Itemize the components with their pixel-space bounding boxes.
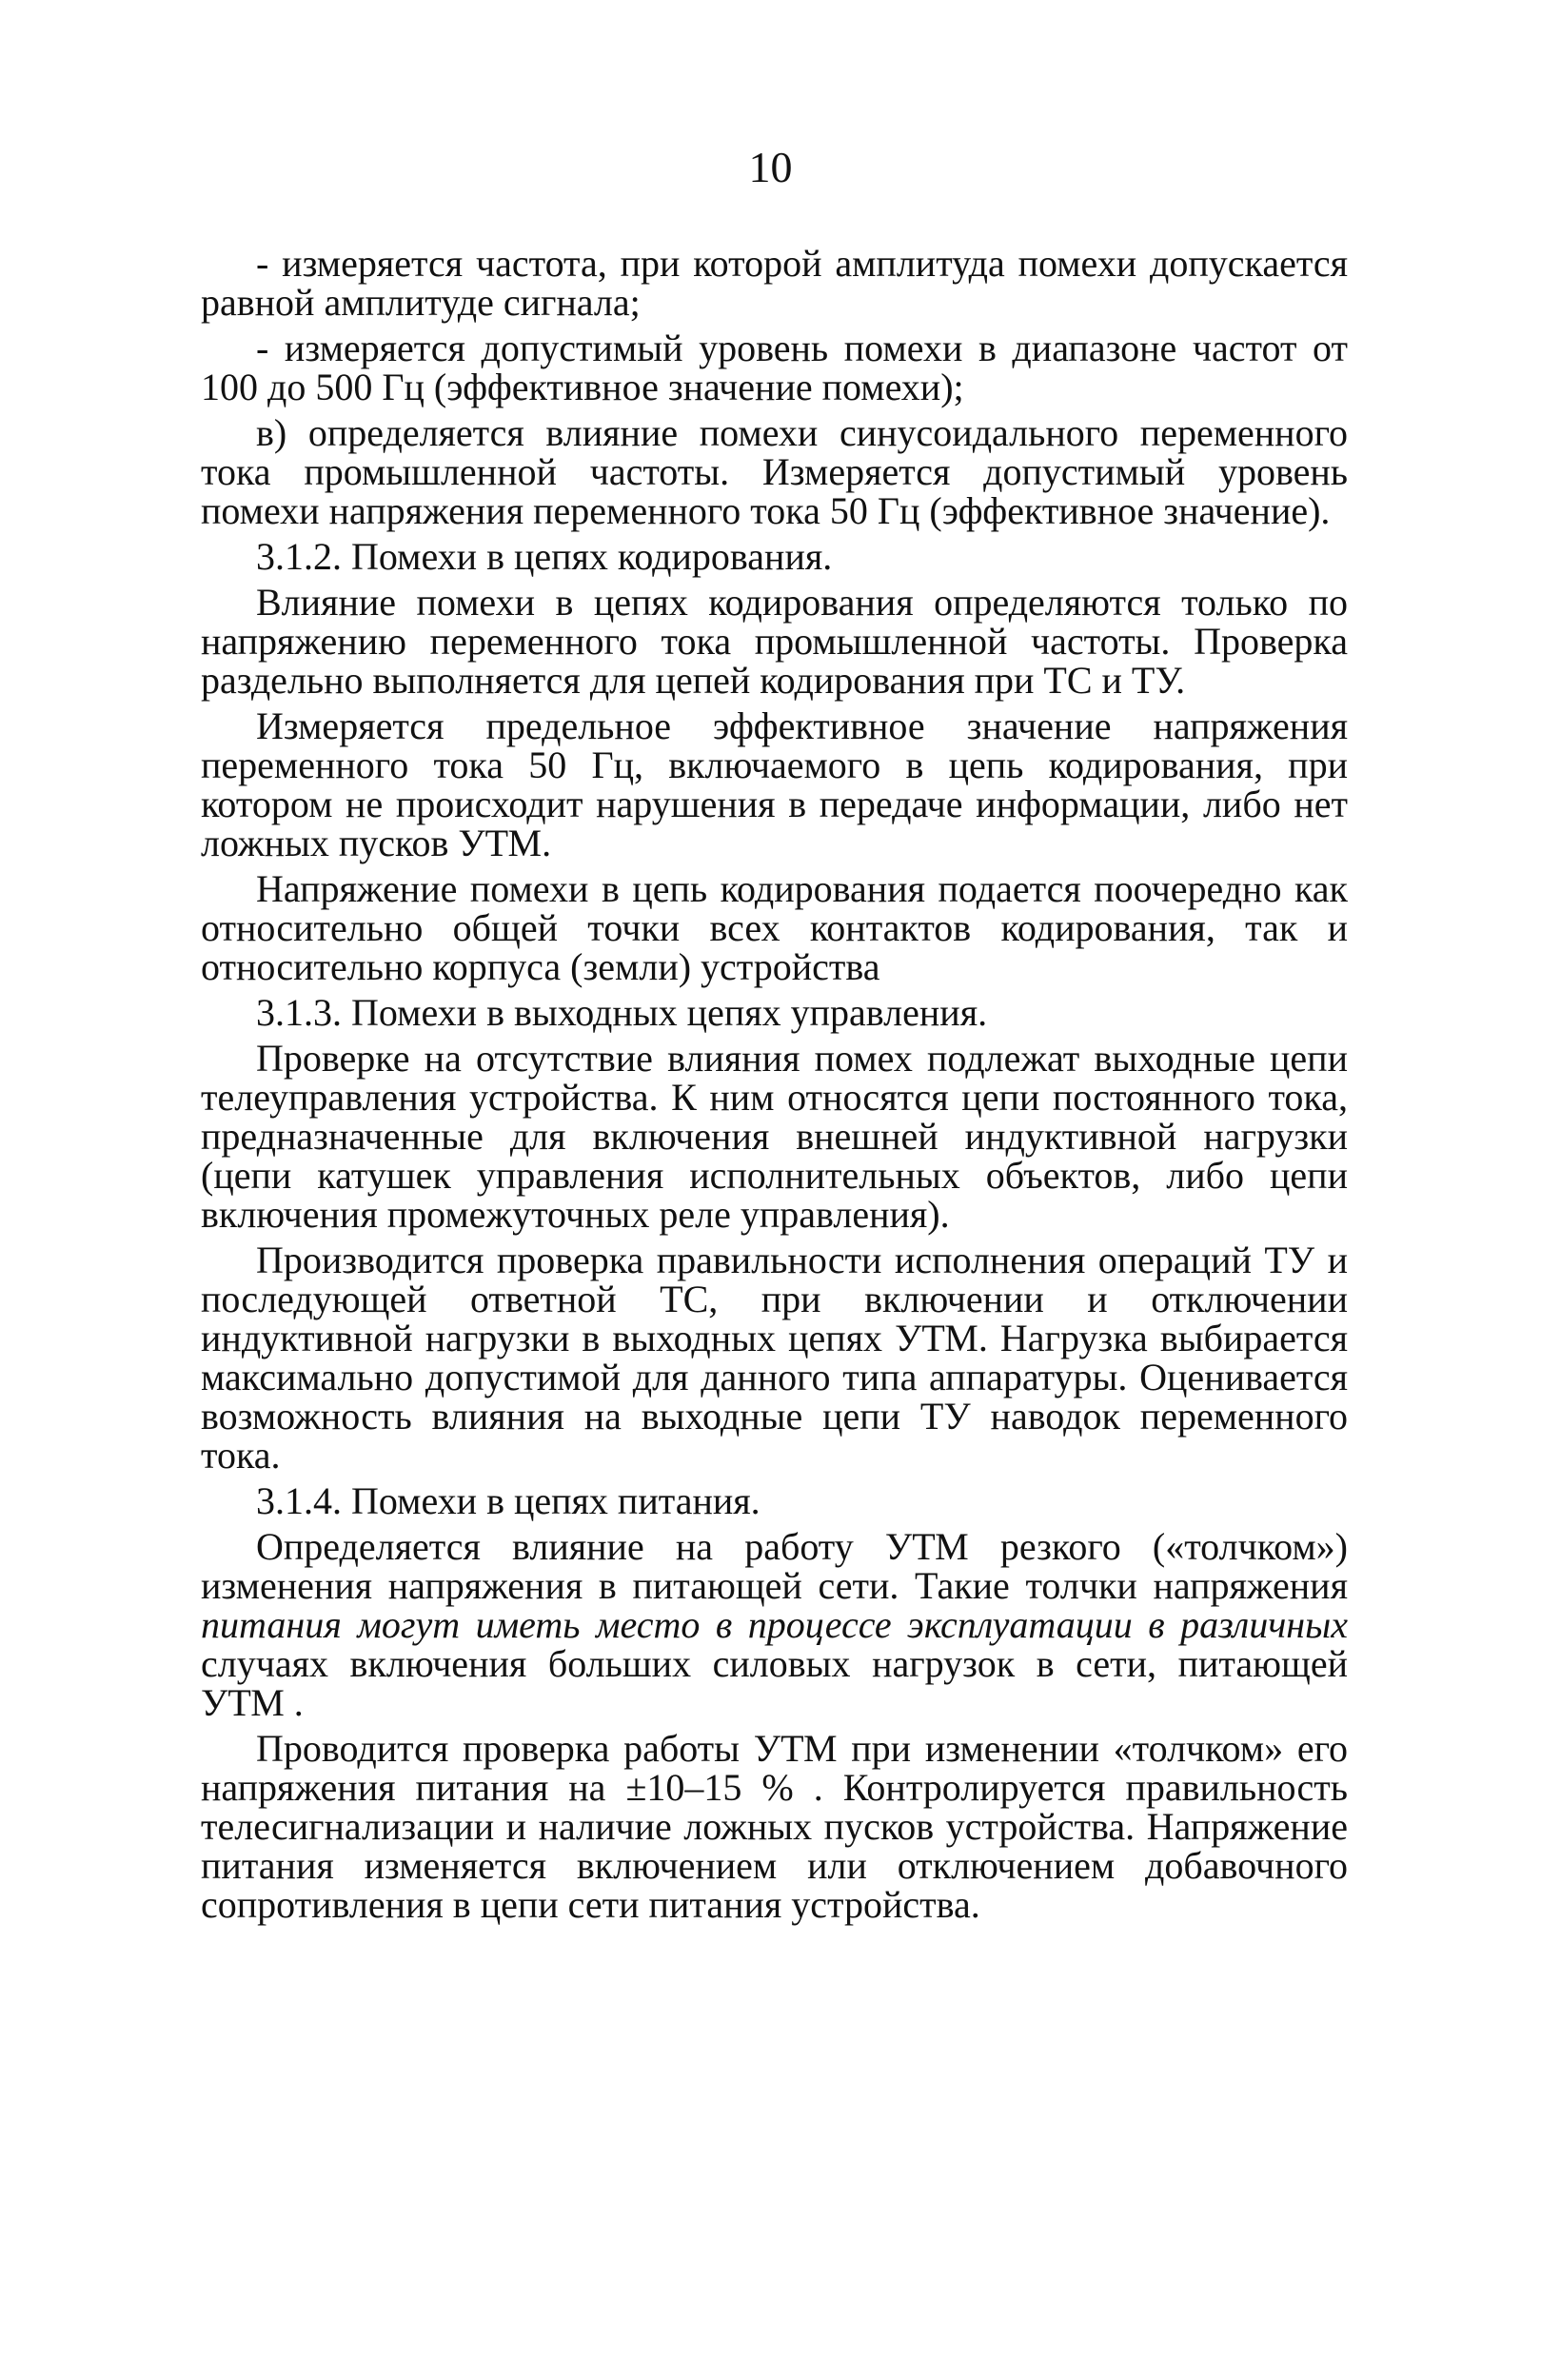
paragraph-supply-surge-part-b: случаях включения больших силовых нагрузок в сети, питающей УТМ . (201, 1642, 1348, 1724)
paragraph-supply-check: Проводится проверка работы УТМ при изменении «толчком» его напряжения питания на ±10–15 % . Контролируется правильность телесигнализации и наличие ложных пусков устройства. Напряжение питания изменяется включением или отключением добавочного сопротивления в цепи сети питания устройства. (201, 1727, 1348, 1926)
page-body (201, 244, 1348, 1931)
section-heading-3-1-2: 3.1.2. Помехи в цепях кодирования. (256, 535, 833, 578)
paragraph-coding-interference: Влияние помехи в цепях кодирования определяются только по напряжению переменного тока промышленной частоты. Проверка раздельно выполняется для цепей кодирования при ТС и ТУ. (201, 581, 1348, 702)
paragraph-allowed-level: - измеряется допустимый уровень помехи в диапазоне частот от 100 до 500 Гц (эффективное значение помехи); (201, 327, 1348, 408)
paragraph-supply-surge-italic: питания могут иметь место в процессе эксплуатации в различных (201, 1603, 1348, 1646)
section-heading-3-1-3: 3.1.3. Помехи в выходных цепях управления. (256, 991, 988, 1034)
paragraph-frequency-measure: - измеряется частота, при которой амплитуда помехи допускается равной амплитуде сигнала; (201, 242, 1348, 324)
paragraph-supply-surge-part-a: Определяется влияние на работу УТМ резкого («толчком») изменения напряжения в питающей сети. Такие толчки напряжения (201, 1525, 1348, 1607)
paragraph-industrial-frequency: в) определяется влияние помехи синусоидального переменного тока промышленной частоты. Измеряется допустимый уровень помехи напряжения переменного тока 50 Гц (эффективное значение). (201, 411, 1348, 532)
paragraph-limit-value: Измеряется предельное эффективное значение напряжения переменного тока 50 Гц, включаемого в цепь кодирования, при котором не происходит нарушения в передаче информации, либо нет ложных пусков УТМ. (201, 704, 1348, 864)
paragraph-supply-surge (201, 1527, 1348, 1722)
section-heading-3-1-4: 3.1.4. Помехи в цепях питания. (256, 1479, 761, 1522)
paragraph-output-circuits: Проверке на отсутствие влияния помех подлежат выходные цепи телеуправления устройства. К ним относятся цепи постоянного тока, предназначенные для включения внешней индуктивной нагрузки (цепи катушек управления исполнительных объектов, либо цепи включения промежуточных реле управления). (201, 1037, 1348, 1236)
page-number: 10 (748, 143, 793, 191)
paragraph-operations-check: Производится проверка правильности исполнения операций ТУ и последующей ответной ТС, при включении и отключении индуктивной нагрузки в выходных цепях УТМ. Нагрузка выбирается максимально допустимой для данного типа аппаратуры. Оценивается возможность влияния на выходные цепи ТУ наводок переменного тока. (201, 1239, 1348, 1477)
paragraph-coding-voltage: Напряжение помехи в цепь кодирования подается поочередно как относительно общей точки всех контактов кодирования, так и относительно корпуса (земли) устройства (201, 867, 1348, 988)
